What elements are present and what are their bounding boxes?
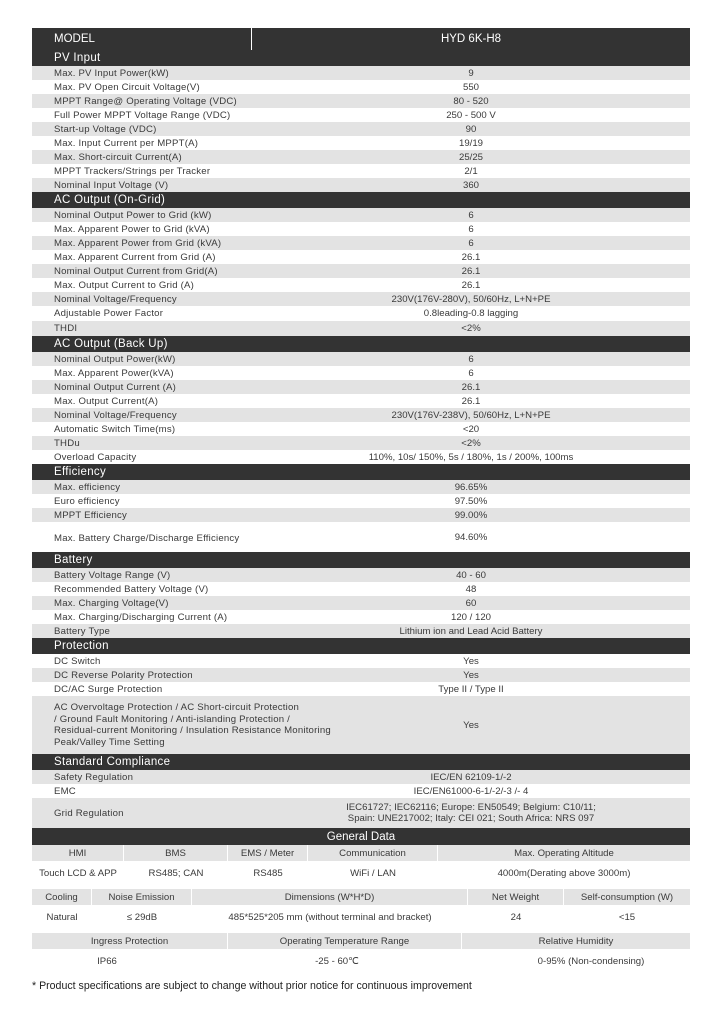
spec-label: Euro efficiency <box>54 495 120 507</box>
spec-value: 230V(176V-280V), 50/60Hz, L+N+PE <box>391 293 551 305</box>
spec-row <box>32 436 690 450</box>
general-header-row <box>32 933 690 949</box>
spec-label: EMC <box>54 785 76 797</box>
spec-label: MPPT Trackers/Strings per Tracker <box>54 165 211 177</box>
spec-value: 6 <box>468 209 474 221</box>
general-header-cell: Communication <box>308 845 438 861</box>
general-value-cell: 485*525*205 mm (without terminal and bracket) <box>228 911 432 923</box>
general-value-row <box>32 905 690 929</box>
spec-value: <2% <box>461 437 481 449</box>
spec-value: 26.1 <box>461 381 481 393</box>
spec-value: 110%, 10s/ 150%, 5s / 180%, 1s / 200%, 100ms <box>368 451 574 463</box>
spec-value: 25/25 <box>458 151 483 163</box>
spec-label: Full Power MPPT Voltage Range (VDC) <box>54 109 231 121</box>
spec-value: 26.1 <box>461 265 481 277</box>
spec-value: 550 <box>462 81 479 93</box>
general-value-cell: 24 <box>510 911 522 923</box>
spec-row <box>32 108 690 122</box>
spec-value: 0.8leading-0.8 lagging <box>423 308 519 319</box>
spec-row <box>32 122 690 136</box>
spec-label: Max. Apparent Power(kVA) <box>54 367 174 379</box>
spec-label-line: Residual-current Monitoring / Insulation Resistance Monitoring <box>54 725 331 736</box>
spec-value: 26.1 <box>461 251 481 263</box>
spec-value: 99.00% <box>454 509 488 521</box>
spec-label: Nominal Output Current (A) <box>54 381 176 393</box>
spec-value: 6 <box>468 223 474 235</box>
spec-value: 60 <box>465 597 477 609</box>
spec-value: 80 - 520 <box>453 95 489 107</box>
spec-label: Max. PV Open Circuit Voltage(V) <box>54 81 200 93</box>
spec-label: Max. Input Current per MPPT(A) <box>54 137 199 149</box>
model-value: HYD 6K-H8 <box>440 33 502 45</box>
general-value-cell: -25 - 60℃ <box>315 955 359 967</box>
spec-row <box>32 408 690 422</box>
spec-value: 97.50% <box>454 495 488 507</box>
spec-label: Safety Regulation <box>54 771 134 783</box>
spec-row <box>32 568 690 582</box>
spec-label: Start-up Voltage (VDC) <box>54 123 157 135</box>
spec-row <box>32 136 690 150</box>
spec-row <box>32 784 690 798</box>
spec-value: 9 <box>468 67 474 79</box>
footnote: * Product specifications are subject to change without prior notice for continuous improvement <box>32 980 472 992</box>
spec-row <box>32 624 690 638</box>
general-header-cell: BMS <box>124 845 228 861</box>
spec-label: Max. Apparent Power to Grid (kVA) <box>54 223 210 235</box>
spec-value: 2/1 <box>464 165 478 177</box>
spec-value: IEC/EN 62109-1/-2 <box>430 771 512 783</box>
spec-label-line: AC Overvoltage Protection / AC Short-circuit Protection <box>54 702 300 713</box>
spec-row <box>32 682 690 696</box>
spec-row <box>32 306 690 321</box>
general-value-cell: Natural <box>46 911 78 923</box>
section-protection: Protection <box>32 638 690 654</box>
spec-value: 250 - 500 V <box>446 109 496 121</box>
spec-label: Recommended Battery Voltage (V) <box>54 583 209 595</box>
general-value-cell: 0-95% (Non-condensing) <box>537 955 645 967</box>
spec-value: Yes <box>463 719 479 731</box>
section-general-data: General Data <box>32 828 690 845</box>
spec-label: Max. Output Current to Grid (A) <box>54 279 195 291</box>
spec-row <box>32 610 690 624</box>
spec-label: Battery Type <box>54 625 111 637</box>
general-value-cell: ≤ 29dB <box>126 911 158 923</box>
spec-label: Max. PV Input Power(kW) <box>54 67 169 79</box>
section-efficiency: Efficiency <box>32 464 690 480</box>
section-standard-compliance: Standard Compliance <box>32 754 690 770</box>
general-header-cell: Noise Emission <box>92 889 192 905</box>
spec-value: 6 <box>468 367 474 379</box>
spec-row <box>32 352 690 366</box>
spec-label: Nominal Output Power(kW) <box>54 353 176 365</box>
spec-value: 6 <box>468 237 474 249</box>
general-header-cell: Net Weight <box>468 889 564 905</box>
spec-row <box>32 264 690 278</box>
spec-label: DC Reverse Polarity Protection <box>54 669 193 681</box>
spec-row <box>32 770 690 784</box>
general-value-cell: IP66 <box>97 955 117 967</box>
general-value-row <box>32 861 690 885</box>
spec-row <box>32 66 690 80</box>
section-ac-output-back-up: AC Output (Back Up) <box>32 336 690 352</box>
spec-value: 94.60% <box>454 531 488 543</box>
section-ac-output-on-grid: AC Output (On-Grid) <box>32 192 690 208</box>
spec-value: 26.1 <box>461 395 481 407</box>
spec-value: 230V(176V-238V), 50/60Hz, L+N+PE <box>391 409 551 421</box>
spec-label: Max. Charging/Discharging Current (A) <box>54 611 228 623</box>
general-header-cell: Self-consumption (W) <box>580 891 674 903</box>
spec-row <box>32 380 690 394</box>
spec-value-line: IEC61727; IEC62116; Europe: EN50549; Belgium: C10/11; <box>346 802 596 813</box>
spec-row <box>32 394 690 408</box>
general-header-cell: HMI <box>32 845 124 861</box>
spec-label: MPPT Range@ Operating Voltage (VDC) <box>54 95 237 107</box>
spec-label: Automatic Switch Time(ms) <box>54 423 176 435</box>
spec-value: 48 <box>465 583 477 595</box>
spec-row <box>32 178 690 192</box>
spec-label: Max. Charging Voltage(V) <box>54 597 169 609</box>
spec-row <box>32 494 690 508</box>
general-header-cell: Cooling <box>32 889 92 905</box>
spec-label: Nominal Voltage/Frequency <box>54 409 177 421</box>
spec-value: Type II / Type II <box>438 683 504 695</box>
spec-label: Nominal Output Current from Grid(A) <box>54 265 218 277</box>
model-label: MODEL <box>32 28 252 50</box>
spec-value: 6 <box>468 353 474 365</box>
spec-value: 19/19 <box>458 137 483 149</box>
spec-row <box>32 150 690 164</box>
general-value-cell: <15 <box>618 911 636 923</box>
spec-label: DC Switch <box>54 655 101 667</box>
model-header-row <box>32 28 690 50</box>
general-header-cell: Operating Temperature Range <box>228 933 462 949</box>
spec-value: <20 <box>462 423 480 435</box>
spec-label: DC/AC Surge Protection <box>54 683 163 695</box>
section-battery: Battery <box>32 552 690 568</box>
general-value-cell: RS485; CAN <box>148 867 204 879</box>
spec-label: Max. Battery Charge/Discharge Efficiency <box>54 532 240 544</box>
spec-row <box>32 422 690 436</box>
spec-value: IEC/EN61000-6-1/-2/-3 /- 4 <box>413 785 529 797</box>
general-header-cell: Max. Operating Altitude <box>514 847 614 859</box>
spec-label-line: Peak/Valley Time Setting <box>54 736 165 748</box>
spec-row <box>32 450 690 464</box>
general-value-cell: RS485 <box>253 867 283 879</box>
general-header-cell: EMS / Meter <box>228 845 308 861</box>
spec-value: 96.65% <box>454 481 488 493</box>
spec-row <box>32 654 690 668</box>
spec-label: THDu <box>54 437 80 449</box>
spec-row <box>32 222 690 236</box>
spec-value: Lithium ion and Lead Acid Battery <box>399 625 543 637</box>
spec-label: THDI <box>54 323 78 334</box>
spec-value <box>252 802 690 824</box>
general-value-cell: Touch LCD & APP <box>39 867 117 879</box>
spec-value: 90 <box>465 123 477 135</box>
general-value-cell: WiFi / LAN <box>350 867 396 879</box>
spec-label: Nominal Input Voltage (V) <box>54 179 169 191</box>
spec-row <box>32 208 690 222</box>
spec-row <box>32 292 690 306</box>
spec-row <box>32 278 690 292</box>
general-value-cell: 4000m(Derating above 3000m) <box>497 867 631 879</box>
general-header-row <box>32 889 690 905</box>
spec-row <box>32 508 690 522</box>
spec-row <box>32 321 690 336</box>
spec-row <box>32 522 690 552</box>
spec-value: <2% <box>461 323 481 334</box>
spec-row <box>32 236 690 250</box>
spec-label: Max. Short-circuit Current(A) <box>54 151 182 163</box>
general-header-row <box>32 845 690 861</box>
spec-row <box>32 164 690 178</box>
spec-value: 40 - 60 <box>456 569 486 581</box>
spec-label: Nominal Output Power to Grid (kW) <box>54 209 212 221</box>
spec-row <box>32 696 690 754</box>
spec-label: Nominal Voltage/Frequency <box>54 293 177 305</box>
spec-row <box>32 668 690 682</box>
spec-row <box>32 596 690 610</box>
section-pv-input: PV Input <box>32 50 690 66</box>
general-header-cell: Ingress Protection <box>32 933 228 949</box>
spec-value: Yes <box>463 669 479 681</box>
spec-value: Yes <box>463 655 479 667</box>
spec-label: Overload Capacity <box>54 451 137 463</box>
spec-row <box>32 366 690 380</box>
general-value-row <box>32 949 690 973</box>
spec-value-line: Spain: UNE217002; Italy: CEI 021; South Africa: NRS 097 <box>347 813 595 824</box>
general-header-cell: Dimensions (W*H*D) <box>192 889 468 905</box>
spec-label: Battery Voltage Range (V) <box>54 569 171 581</box>
spec-label: Adjustable Power Factor <box>54 308 164 319</box>
spec-sheet <box>32 28 690 973</box>
spec-row <box>32 582 690 596</box>
general-header-cell: Relative Humidity <box>538 935 614 947</box>
spec-label: Max. Output Current(A) <box>54 395 159 407</box>
spec-row <box>32 480 690 494</box>
spec-label: Grid Regulation <box>54 807 124 819</box>
spec-label: Max. efficiency <box>54 481 121 493</box>
spec-label: MPPT Efficiency <box>54 509 128 521</box>
spec-row <box>32 250 690 264</box>
spec-value: 360 <box>462 179 479 191</box>
spec-value: 26.1 <box>461 279 481 291</box>
spec-label: Max. Apparent Current from Grid (A) <box>54 251 216 263</box>
spec-row <box>32 798 690 828</box>
spec-row <box>32 80 690 94</box>
spec-label-line: / Ground Fault Monitoring / Anti-islanding Protection / <box>54 713 291 725</box>
spec-value: 120 / 120 <box>450 611 491 623</box>
spec-label: Max. Apparent Power from Grid (kVA) <box>54 237 222 249</box>
spec-row <box>32 94 690 108</box>
